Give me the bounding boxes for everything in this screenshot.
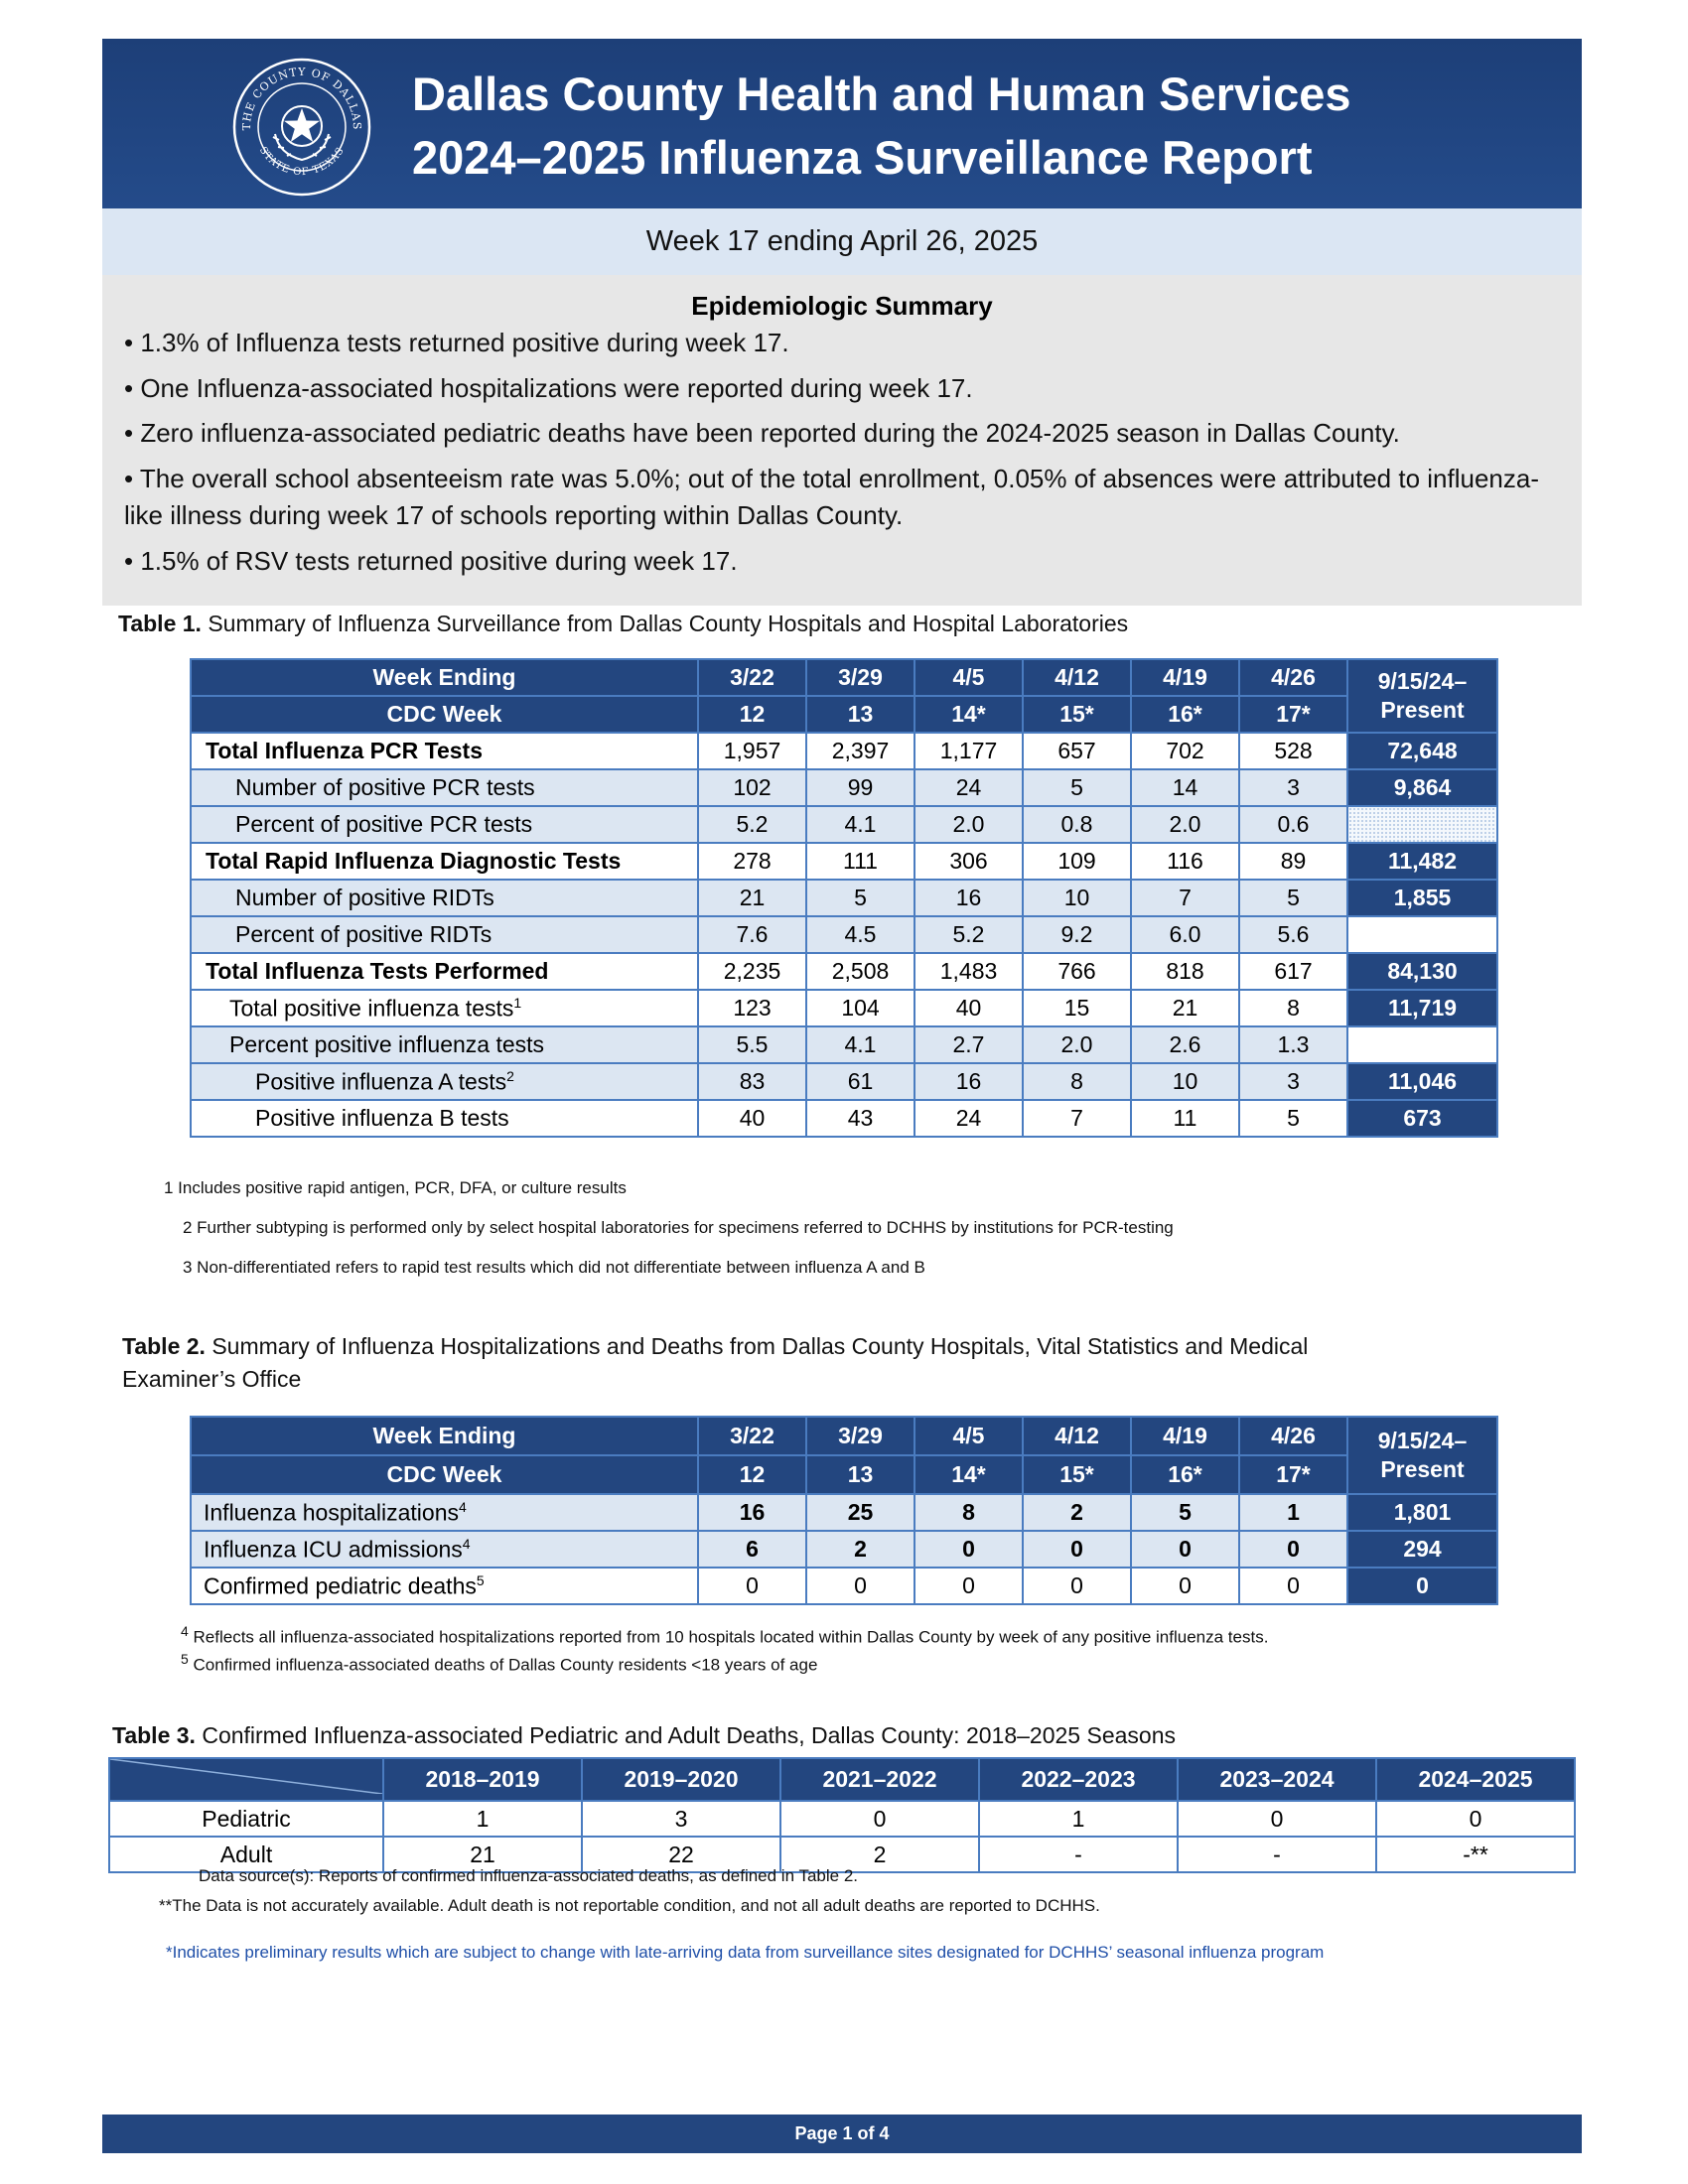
table-cell: 8 — [1023, 1063, 1131, 1100]
table-cell: 5 — [1239, 1100, 1347, 1137]
summary-heading: Epidemiologic Summary — [691, 291, 993, 321]
table-cell: 1,483 — [914, 953, 1023, 990]
table-cell: 5 — [1023, 769, 1131, 806]
table3-caption — [112, 1719, 1176, 1752]
table1-footnote: 3 Non-differentiated refers to rapid test results which did not differentiate between influenza A and B — [183, 1258, 925, 1277]
cdc-week-cell: 16* — [1131, 1455, 1239, 1494]
table-cell: 0 — [914, 1531, 1023, 1568]
table2-hospitalizations-deaths — [190, 1416, 1498, 1605]
cdc-week-cell: 17* — [1239, 1455, 1347, 1494]
table-cell: 1 — [979, 1801, 1178, 1837]
table-row — [191, 1568, 1497, 1604]
present-line1: 9/15/24– — [1377, 1428, 1468, 1453]
season-total-cell — [1347, 916, 1497, 953]
table-cell: 0 — [698, 1568, 806, 1604]
table-cell: 22 — [582, 1837, 780, 1872]
week-ending-cell: 3/29 — [806, 1417, 914, 1455]
cdc-week-cell: 16* — [1131, 696, 1239, 733]
table-cell: 16 — [914, 880, 1023, 916]
table-cell: 0.8 — [1023, 806, 1131, 843]
week-ending-cell: 3/29 — [806, 659, 914, 696]
table-cell: 0 — [1239, 1531, 1347, 1568]
table-cell: 2,397 — [806, 733, 914, 769]
footnote-marker: 4 — [459, 1498, 467, 1515]
week-ending-cell: 4/26 — [1239, 1417, 1347, 1455]
table-cell: 99 — [806, 769, 914, 806]
diagonal-line-icon — [110, 1759, 382, 1794]
table2-caption — [122, 1330, 1532, 1396]
present-line2: Present — [1380, 697, 1465, 723]
season-header: 2024–2025 — [1376, 1758, 1575, 1801]
season-total-cell: 11,719 — [1347, 990, 1497, 1026]
table-cell: 4.1 — [806, 1026, 914, 1063]
week-label: Week 17 ending April 26, 2025 — [102, 208, 1582, 275]
table-cell: 3 — [1239, 1063, 1347, 1100]
season-total-cell: 294 — [1347, 1531, 1497, 1568]
table2-cdc-week-row — [191, 1455, 1497, 1494]
cdc-week-cell: 13 — [806, 1455, 914, 1494]
table-cell: 21 — [1131, 990, 1239, 1026]
table2-caption-text: Summary of Influenza Hospitalizations and Deaths from Dallas County Hospitals, Vital Statistics and Medical — [205, 1333, 1309, 1359]
table-cell: 2.0 — [1023, 1026, 1131, 1063]
seal-text-top: THE COUNTY OF DALLAS — [239, 65, 364, 131]
cdc-week-cell: 17* — [1239, 696, 1347, 733]
table1-influenza-surveillance — [190, 658, 1498, 1138]
table-cell: 5.5 — [698, 1026, 806, 1063]
table-cell: 2,235 — [698, 953, 806, 990]
season-header: 2023–2024 — [1178, 1758, 1376, 1801]
footnote-marker: 5 — [476, 1571, 485, 1588]
table-cell: - — [979, 1837, 1178, 1872]
table-cell: 818 — [1131, 953, 1239, 990]
table-cell: 0 — [914, 1568, 1023, 1604]
present-line1: 9/15/24– — [1377, 668, 1468, 694]
table-cell: 40 — [914, 990, 1023, 1026]
table-cell: 43 — [806, 1100, 914, 1137]
table-cell: 5.2 — [914, 916, 1023, 953]
season-total-cell: 0 — [1347, 1568, 1497, 1604]
table2-caption-label: Table 2. — [122, 1333, 206, 1359]
table-cell: 0 — [1023, 1568, 1131, 1604]
week-ending-cell: 3/22 — [698, 1417, 806, 1455]
table-cell: 10 — [1131, 1063, 1239, 1100]
table-cell: 0 — [806, 1568, 914, 1604]
week-ending-cell: 4/12 — [1023, 1417, 1131, 1455]
table-cell: 9.2 — [1023, 916, 1131, 953]
row-label: Percent of positive PCR tests — [191, 806, 698, 843]
table-cell: 14 — [1131, 769, 1239, 806]
table-row — [109, 1801, 1575, 1837]
summary-bullet: • One Influenza-associated hospitalizations were reported during week 17. — [124, 373, 973, 403]
page-footer — [102, 2115, 1582, 2153]
table-cell: 1 — [1239, 1494, 1347, 1531]
table-row — [191, 843, 1497, 880]
table-cell: 2.6 — [1131, 1026, 1239, 1063]
row-label: Percent positive influenza tests — [191, 1026, 698, 1063]
season-header: 2021–2022 — [780, 1758, 979, 1801]
table3-caption-text: Confirmed Influenza-associated Pediatric and Adult Deaths, Dallas County: 2018–2025 Seasons — [195, 1722, 1176, 1748]
cdc-week-label: CDC Week — [191, 1455, 698, 1494]
row-label: Positive influenza B tests — [191, 1100, 698, 1137]
week-ending-cell: 4/5 — [914, 659, 1023, 696]
cdc-week-label: CDC Week — [191, 696, 698, 733]
svg-text:STATE OF TEXAS — [257, 145, 347, 178]
row-label-text: Influenza ICU admissions — [204, 1536, 463, 1563]
row-label — [191, 1531, 698, 1568]
table-cell: 657 — [1023, 733, 1131, 769]
table2-week-ending-row — [191, 1417, 1497, 1455]
table-cell: 21 — [698, 880, 806, 916]
table-cell: 16 — [914, 1063, 1023, 1100]
table-row — [191, 1026, 1497, 1063]
table1-caption — [118, 608, 1128, 640]
row-label-text: Influenza hospitalizations — [204, 1499, 459, 1526]
table-cell: 1 — [383, 1801, 582, 1837]
cdc-week-cell: 12 — [698, 696, 806, 733]
table-cell: 16 — [698, 1494, 806, 1531]
table-cell: 4.1 — [806, 806, 914, 843]
week-ending-cell: 4/26 — [1239, 659, 1347, 696]
cdc-week-cell: 13 — [806, 696, 914, 733]
table-row — [191, 1494, 1497, 1531]
table-row — [191, 733, 1497, 769]
week-ending-cell: 3/22 — [698, 659, 806, 696]
table-cell: 5 — [806, 880, 914, 916]
table-cell: 3 — [1239, 769, 1347, 806]
table-cell: 123 — [698, 990, 806, 1026]
season-total-cell: 84,130 — [1347, 953, 1497, 990]
table2-footnote — [181, 1648, 817, 1677]
season-total-cell: 11,482 — [1347, 843, 1497, 880]
week-ending-cell: 4/19 — [1131, 1417, 1239, 1455]
row-label: Total Influenza Tests Performed — [191, 953, 698, 990]
table-cell: 5.2 — [698, 806, 806, 843]
table-cell: 702 — [1131, 733, 1239, 769]
row-label — [191, 1494, 698, 1531]
row-label: Number of positive RIDTs — [191, 880, 698, 916]
table3-note: **The Data is not accurately available. Adult death is not reportable condition, and not all adult deaths are reported to DCHHS. — [159, 1896, 1100, 1915]
cdc-week-cell: 12 — [698, 1455, 806, 1494]
table-cell: 15 — [1023, 990, 1131, 1026]
table-cell: 109 — [1023, 843, 1131, 880]
summary-bullet: • The overall school absenteeism rate was 5.0%; out of the total enrollment, 0.05% of absences were attributed to influenza-like illness during week 17 of schools reporting within Dallas County. — [124, 464, 1539, 530]
season-total-cell: 72,648 — [1347, 733, 1497, 769]
table-row — [191, 1531, 1497, 1568]
row-label: Total Rapid Influenza Diagnostic Tests — [191, 843, 698, 880]
table1-footnote: 1 Includes positive rapid antigen, PCR, DFA, or culture results — [164, 1178, 627, 1197]
table-cell: 104 — [806, 990, 914, 1026]
season-total-cell: 9,864 — [1347, 769, 1497, 806]
cdc-week-cell: 15* — [1023, 696, 1131, 733]
table-cell: -** — [1376, 1837, 1575, 1872]
week-ending-label: Week Ending — [191, 659, 698, 696]
footnote-marker: 4 — [181, 1623, 189, 1639]
table-row — [191, 1063, 1497, 1100]
table-cell: 7 — [1023, 1100, 1131, 1137]
preliminary-results-note: *Indicates preliminary results which are subject to change with late-arriving data from surveillance sites designated for DCHHS’ seasonal influenza program — [166, 1943, 1325, 1962]
row-label — [191, 990, 698, 1026]
table-cell: 40 — [698, 1100, 806, 1137]
table-cell: 0 — [780, 1801, 979, 1837]
footnote-text: Reflects all influenza-associated hospitalizations reported from 10 hospitals located within Dallas County by week of any positive influenza tests. — [188, 1627, 1269, 1647]
diagonal-header-cell — [109, 1758, 383, 1801]
footnote-marker: 1 — [513, 994, 522, 1011]
table-row — [191, 916, 1497, 953]
present-line2: Present — [1380, 1456, 1465, 1482]
table-cell: 5 — [1239, 880, 1347, 916]
table-cell: 0 — [1131, 1568, 1239, 1604]
table-cell: 24 — [914, 769, 1023, 806]
table-cell: 6 — [698, 1531, 806, 1568]
county-seal-icon — [231, 57, 372, 198]
report-title — [412, 63, 1351, 190]
season-total-cell: 1,855 — [1347, 880, 1497, 916]
table3-data-source: Data source(s): Reports of confirmed influenza-associated deaths, as defined in Table 2. — [199, 1866, 858, 1885]
table-cell: 6.0 — [1131, 916, 1239, 953]
report-title-line1: Dallas County Health and Human Services — [412, 68, 1351, 120]
table-cell: 24 — [914, 1100, 1023, 1137]
table2-caption-text-line2: Examiner’s Office — [122, 1366, 302, 1392]
table-cell: 2.7 — [914, 1026, 1023, 1063]
table-cell: 10 — [1023, 880, 1131, 916]
row-label: Pediatric — [109, 1801, 383, 1837]
row-label-text: Confirmed pediatric deaths — [204, 1572, 477, 1599]
week-ending-label: Week Ending — [191, 1417, 698, 1455]
report-title-line2: 2024–2025 Influenza Surveillance Report — [412, 131, 1313, 184]
table-cell: 1,957 — [698, 733, 806, 769]
table-cell: - — [1178, 1837, 1376, 1872]
season-header: 2019–2020 — [582, 1758, 780, 1801]
table-cell: 7 — [1131, 880, 1239, 916]
season-total-cell — [1347, 806, 1497, 843]
row-label — [191, 1063, 698, 1100]
table3-header-row — [109, 1758, 1575, 1801]
report-header — [102, 39, 1582, 208]
season-total-cell: 11,046 — [1347, 1063, 1497, 1100]
table-cell: 61 — [806, 1063, 914, 1100]
table1-footnote: 2 Further subtyping is performed only by select hospital laboratories for specimens referred to DCHHS by institutions for PCR-testing — [183, 1218, 1174, 1237]
page-number: Page 1 of 4 — [794, 2123, 890, 2143]
table-cell: 528 — [1239, 733, 1347, 769]
season-total-cell — [1347, 1026, 1497, 1063]
footnote-marker: 5 — [181, 1651, 189, 1667]
table-cell: 306 — [914, 843, 1023, 880]
table-cell: 8 — [914, 1494, 1023, 1531]
season-to-date-header — [1347, 659, 1497, 733]
row-label: Percent of positive RIDTs — [191, 916, 698, 953]
week-ending-cell: 4/12 — [1023, 659, 1131, 696]
table-cell: 2 — [780, 1837, 979, 1872]
season-total-cell: 673 — [1347, 1100, 1497, 1137]
table-cell: 2 — [806, 1531, 914, 1568]
summary-bullet: • Zero influenza-associated pediatric deaths have been reported during the 2024-2025 season in Dallas County. — [124, 418, 1400, 448]
row-label — [191, 1568, 698, 1604]
cdc-week-cell: 15* — [1023, 1455, 1131, 1494]
table-cell: 3 — [582, 1801, 780, 1837]
season-header: 2018–2019 — [383, 1758, 582, 1801]
table-cell: 11 — [1131, 1100, 1239, 1137]
table-cell: 111 — [806, 843, 914, 880]
summary-bullet: • 1.3% of Influenza tests returned positive during week 17. — [124, 328, 789, 357]
table-cell: 5.6 — [1239, 916, 1347, 953]
table-row — [191, 990, 1497, 1026]
table1-cdc-week-row — [191, 696, 1497, 733]
table-cell: 0 — [1376, 1801, 1575, 1837]
table1-caption-label: Table 1. — [118, 611, 202, 636]
epidemiologic-summary — [102, 275, 1582, 606]
table-row — [191, 1100, 1497, 1137]
table-cell: 1.3 — [1239, 1026, 1347, 1063]
table1-week-ending-row — [191, 659, 1497, 696]
table-cell: 8 — [1239, 990, 1347, 1026]
table-cell: 21 — [383, 1837, 582, 1872]
table-cell: 83 — [698, 1063, 806, 1100]
row-label-text: Positive influenza A tests — [255, 1068, 507, 1095]
table1-caption-text: Summary of Influenza Surveillance from Dallas County Hospitals and Hospital Laboratories — [201, 611, 1129, 636]
row-label: Adult — [109, 1837, 383, 1872]
table-cell: 102 — [698, 769, 806, 806]
table-cell: 2.0 — [914, 806, 1023, 843]
table-cell: 25 — [806, 1494, 914, 1531]
table-row — [191, 806, 1497, 843]
season-total-cell: 1,801 — [1347, 1494, 1497, 1531]
table3-caption-label: Table 3. — [112, 1722, 196, 1748]
table-row — [191, 769, 1497, 806]
table2-footnote — [181, 1620, 1268, 1649]
row-label-text: Total positive influenza tests — [229, 995, 514, 1022]
table-row — [191, 880, 1497, 916]
table-cell: 2.0 — [1131, 806, 1239, 843]
row-label: Total Influenza PCR Tests — [191, 733, 698, 769]
table-cell: 0.6 — [1239, 806, 1347, 843]
table-cell: 0 — [1178, 1801, 1376, 1837]
table-cell: 2,508 — [806, 953, 914, 990]
season-header: 2022–2023 — [979, 1758, 1178, 1801]
table-row — [191, 953, 1497, 990]
table-cell: 278 — [698, 843, 806, 880]
footnote-marker: 2 — [506, 1067, 514, 1084]
table-cell: 617 — [1239, 953, 1347, 990]
table-cell: 5 — [1131, 1494, 1239, 1531]
table-cell: 4.5 — [806, 916, 914, 953]
table-cell: 0 — [1239, 1568, 1347, 1604]
table-cell: 2 — [1023, 1494, 1131, 1531]
table-cell: 0 — [1131, 1531, 1239, 1568]
footnote-text: Confirmed influenza-associated deaths of Dallas County residents <18 years of age — [188, 1655, 818, 1675]
seal-text-bottom: STATE OF TEXAS — [256, 145, 348, 179]
table-cell: 1,177 — [914, 733, 1023, 769]
week-ending-cell: 4/19 — [1131, 659, 1239, 696]
table-cell: 7.6 — [698, 916, 806, 953]
table-cell: 89 — [1239, 843, 1347, 880]
table-cell: 766 — [1023, 953, 1131, 990]
cdc-week-cell: 14* — [914, 696, 1023, 733]
season-to-date-header — [1347, 1417, 1497, 1494]
summary-bullet: • 1.5% of RSV tests returned positive during week 17. — [124, 546, 738, 576]
footnote-marker: 4 — [462, 1535, 471, 1552]
table-cell: 0 — [1023, 1531, 1131, 1568]
week-ending-cell: 4/5 — [914, 1417, 1023, 1455]
table-cell: 116 — [1131, 843, 1239, 880]
table3-deaths-by-season — [108, 1757, 1576, 1873]
row-label: Number of positive PCR tests — [191, 769, 698, 806]
cdc-week-cell: 14* — [914, 1455, 1023, 1494]
